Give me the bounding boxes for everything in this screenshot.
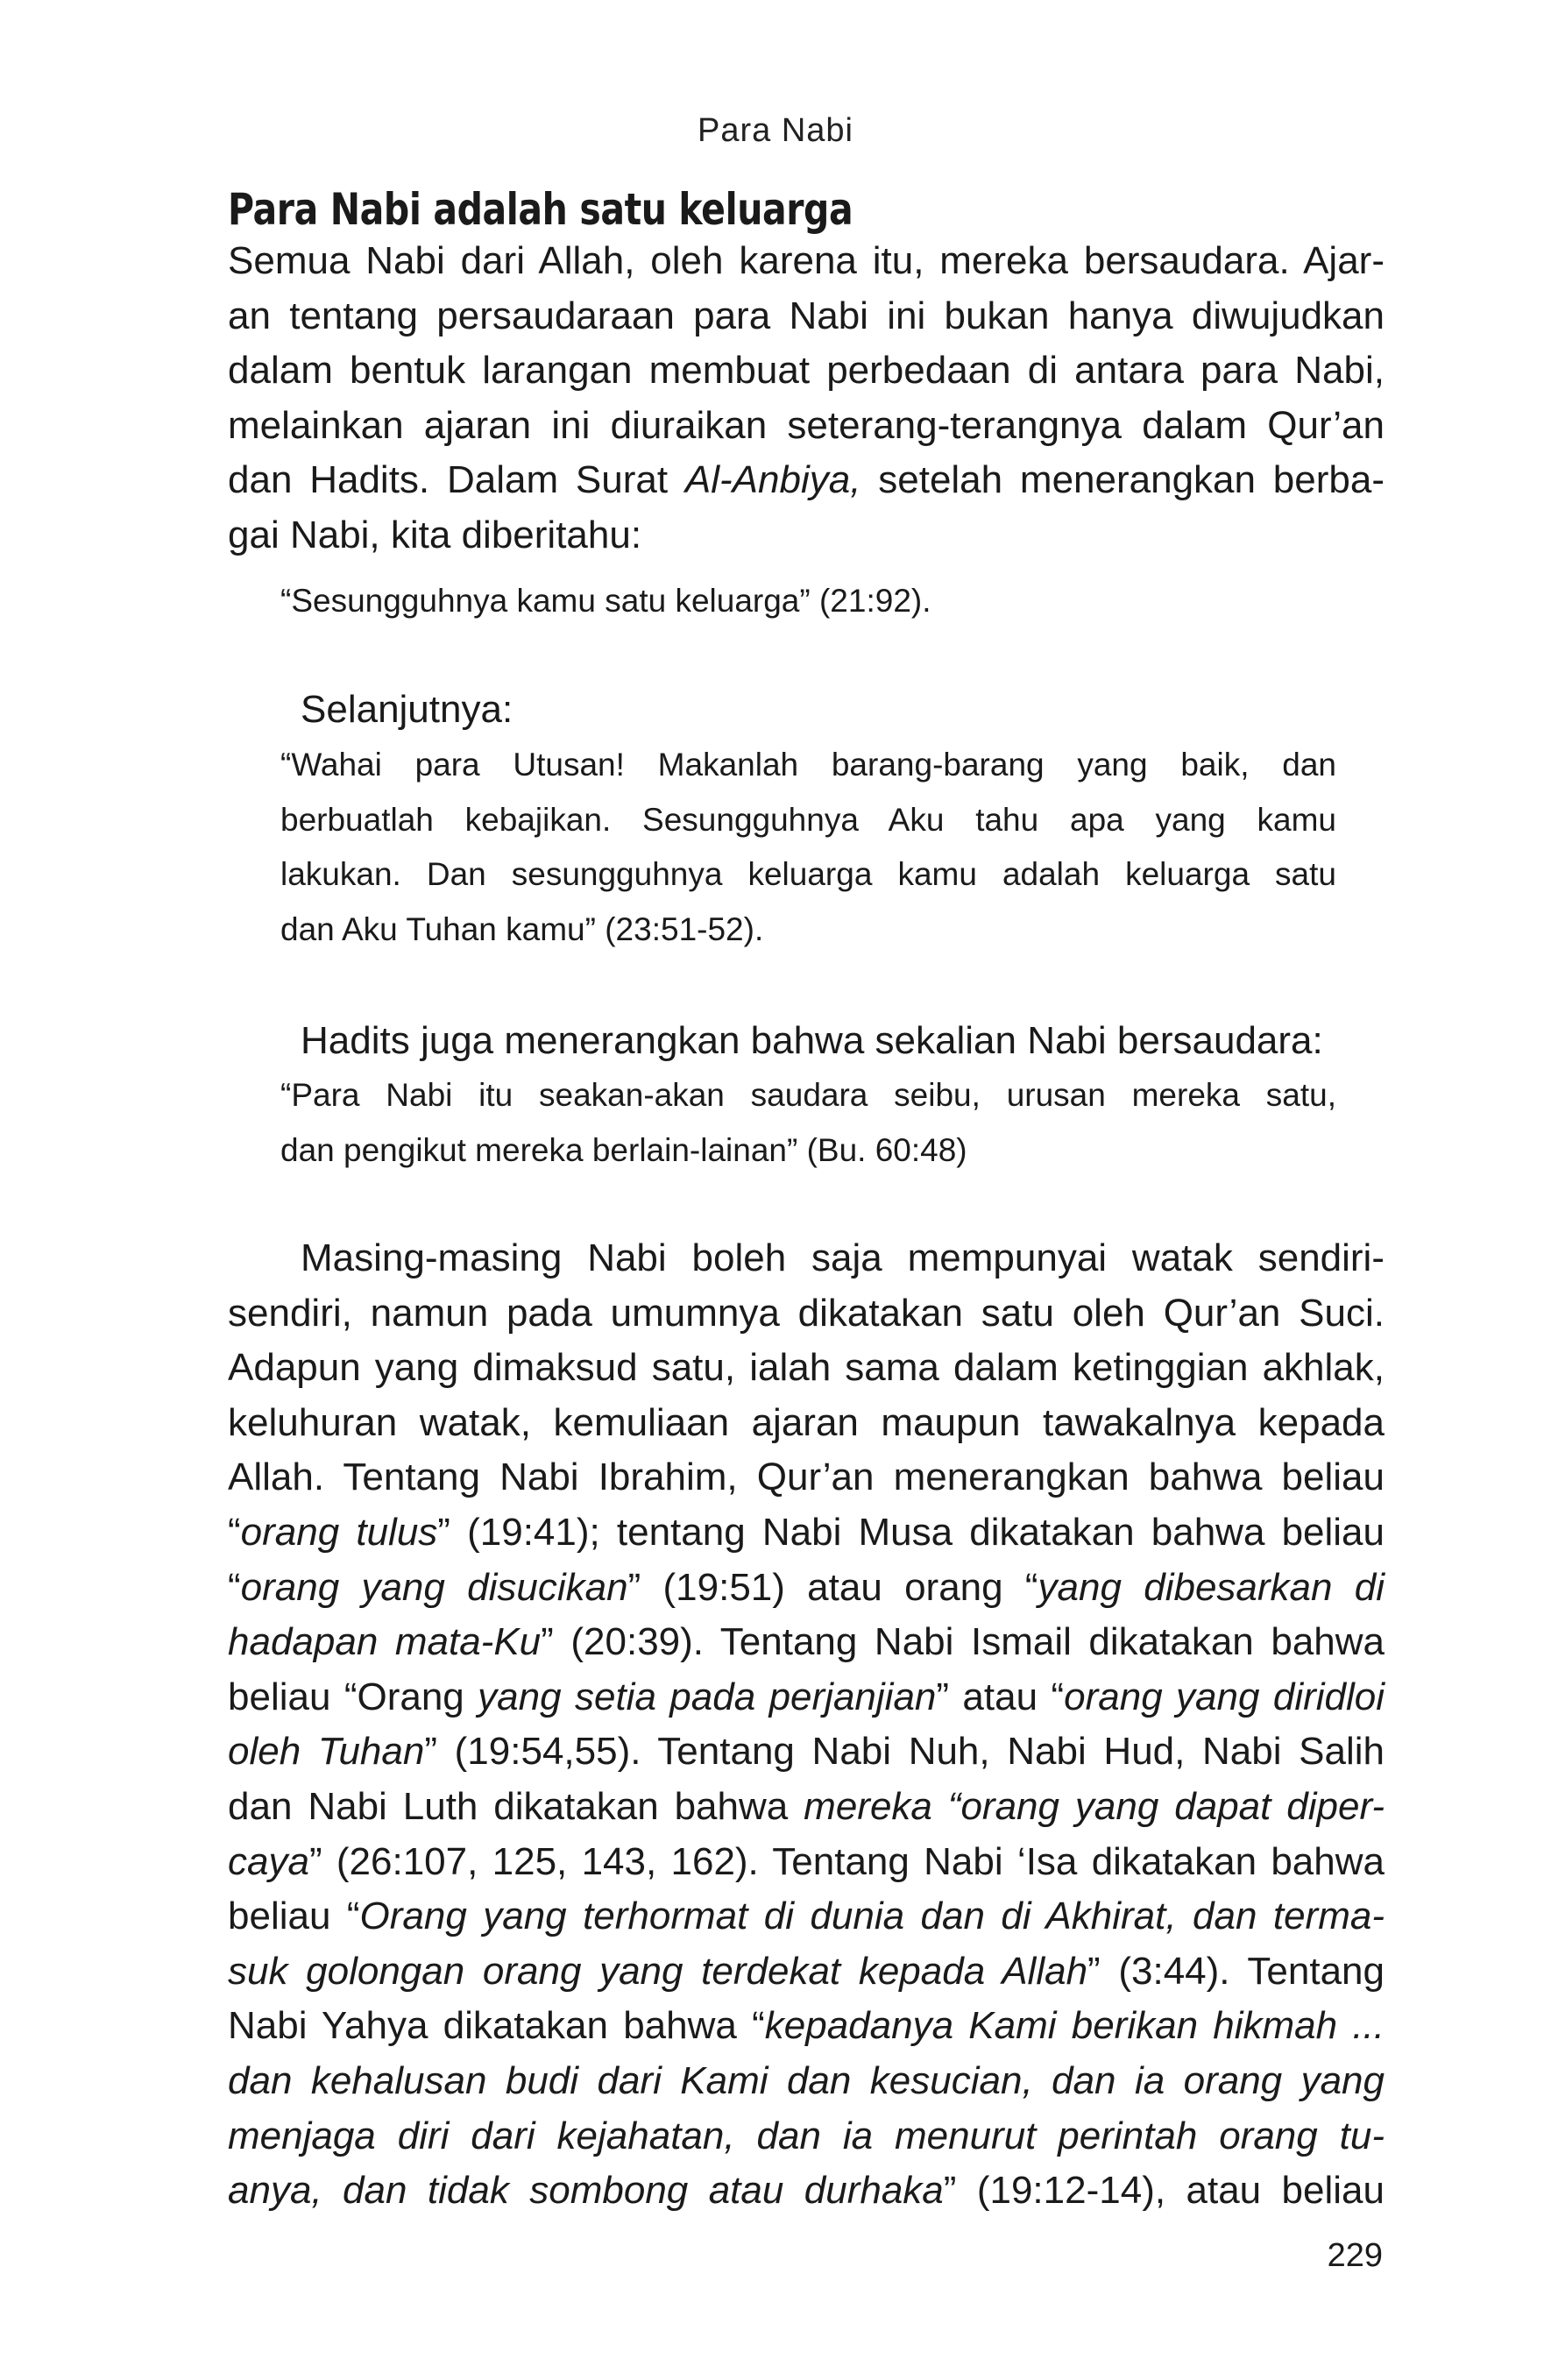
surah-name: Al-Anbiya, <box>684 458 861 502</box>
text-line <box>228 2054 1385 2109</box>
text-run: ” atau “ <box>936 1675 1065 1718</box>
text-run: ” (19:51) atau orang “ <box>627 1565 1038 1609</box>
text-line: sendiri, namun pada umumnya dikatakan satu oleh Qur’an Suci. <box>228 1291 1385 1335</box>
italic-run: dan kehalusan budi dari Kami dan kesucian, dan ia orang yang <box>228 2058 1385 2102</box>
text-line <box>228 1561 1385 1616</box>
text-line: dalam bentuk larangan membuat perbedaan di antara para Nabi, <box>228 349 1385 393</box>
page-number: 229 <box>1327 2237 1383 2274</box>
text-run: setelah menerangkan berba- <box>860 458 1385 502</box>
quote-line: “Para Nabi itu seakan-akan saudara seibu, urusan mereka satu, <box>280 1077 1336 1113</box>
text-line: Semua Nabi dari Allah, oleh karena itu, mereka bersaudara. Ajar- <box>228 239 1385 282</box>
italic-run: orang yang diridloi <box>1064 1675 1385 1718</box>
lead-hadits: Hadits juga menerangkan bahwa sekalian Nabi bersaudara: <box>301 1019 1323 1062</box>
italic-run: kepadanya Kami berikan hikmah ... <box>764 2004 1385 2048</box>
running-head: Para Nabi <box>698 112 853 149</box>
italic-run: oleh Tuhan <box>228 1730 425 1774</box>
text-run: dan Hadits. Dalam Surat <box>228 458 685 502</box>
text-run: beliau “Orang <box>228 1675 478 1718</box>
text-run: ” (20:39). Tentang Nabi Ismail dikatakan bahwa <box>541 1620 1385 1664</box>
text-line: keluhuran watak, kemuliaan ajaran maupun tawakalnya kepada <box>228 1400 1385 1444</box>
text-line <box>228 1944 1385 2000</box>
text-run: beliau “ <box>228 1895 360 1938</box>
italic-run: suk golongan orang yang terdekat kepada Allah <box>228 1949 1088 1993</box>
italic-run: hadapan mata-Ku <box>228 1620 542 1664</box>
section-title: Para Nabi adalah satu keluarga <box>228 184 853 235</box>
quote-line: “Sesungguhnya kamu satu keluarga” (21:92). <box>280 583 931 619</box>
italic-run: orang tulus <box>240 1510 438 1554</box>
lead-selanjutnya: Selanjutnya: <box>301 688 513 731</box>
text-run: ” (19:12-14), atau beliau <box>943 2169 1385 2213</box>
text-run: “ <box>228 1510 241 1554</box>
text-line <box>228 1999 1385 2054</box>
quote-line: berbuatlah kebajikan. Sesungguhnya Aku tahu apa yang kamu <box>280 801 1336 838</box>
text-line <box>228 1670 1385 1725</box>
text-line <box>228 1505 1385 1561</box>
text-run: dan Nabi Luth dikatakan bahwa <box>228 1784 804 1828</box>
text-line <box>228 2164 1385 2219</box>
text-line <box>228 1725 1385 1780</box>
text-run: ” (3:44). Tentang <box>1087 1949 1385 1993</box>
quote-line: “Wahai para Utusan! Makanlah barang-barang yang baik, dan <box>280 747 1336 783</box>
quote-line: lakukan. Dan sesungguhnya keluarga kamu adalah keluarga satu <box>280 856 1336 892</box>
italic-run: orang yang disucikan <box>240 1565 628 1609</box>
text-line <box>228 453 1385 508</box>
quote-1 <box>280 574 1336 629</box>
italic-run: mereka “orang yang dapat diper- <box>804 1784 1385 1828</box>
text-line <box>228 1780 1385 1835</box>
italic-run: Orang yang terhormat di dunia dan di Akhirat, dan terma- <box>359 1895 1385 1938</box>
paragraph-1 <box>228 234 1385 563</box>
italic-run: menjaga diri dari kejahatan, dan ia menurut perintah orang tu- <box>228 2114 1385 2157</box>
quote-2 <box>280 738 1336 957</box>
text-line: an tentang persaudaraan para Nabi ini bukan hanya diwujudkan <box>228 294 1385 337</box>
text-line <box>228 1615 1385 1670</box>
text-line: Allah. Tentang Nabi Ibrahim, Qur’an menerangkan bahwa beliau <box>228 1456 1385 1499</box>
text-line <box>228 1889 1385 1944</box>
italic-run: yang dibesarkan di <box>1038 1565 1385 1609</box>
italic-run: anya, dan tidak sombong atau durhaka <box>228 2169 944 2213</box>
italic-run: caya <box>228 1839 309 1883</box>
text-run: ” (26:107, 125, 143, 162). Tentang Nabi ‘Isa dikatakan bahwa <box>308 1839 1385 1883</box>
quote-line: dan pengikut mereka berlain-lainan” (Bu. 60:48) <box>280 1131 967 1168</box>
paragraph-4 <box>228 1231 1385 2219</box>
quote-line: dan Aku Tuhan kamu” (23:51-52). <box>280 910 764 947</box>
text-line: Adapun yang dimaksud satu, ialah sama dalam ketinggian akhlak, <box>228 1346 1385 1390</box>
text-line: gai Nabi, kita diberitahu: <box>228 513 642 556</box>
text-run: ” (19:41); tentang Nabi Musa dikatakan bahwa beliau <box>437 1510 1385 1554</box>
text-run: ” (19:54,55). Tentang Nabi Nuh, Nabi Hud, Nabi Salih <box>424 1730 1385 1774</box>
quote-3 <box>280 1068 1336 1178</box>
text-line: Masing-masing Nabi boleh saja mempunyai watak sendiri- <box>301 1236 1385 1279</box>
text-line <box>228 1835 1385 1890</box>
italic-run: yang setia pada perjanjian <box>478 1675 937 1718</box>
text-run: “ <box>228 1565 241 1609</box>
text-line <box>228 2109 1385 2164</box>
text-run: Nabi Yahya dikatakan bahwa “ <box>228 2004 765 2048</box>
text-line: melainkan ajaran ini diuraikan seterang-terangnya dalam Qur’an <box>228 403 1385 447</box>
